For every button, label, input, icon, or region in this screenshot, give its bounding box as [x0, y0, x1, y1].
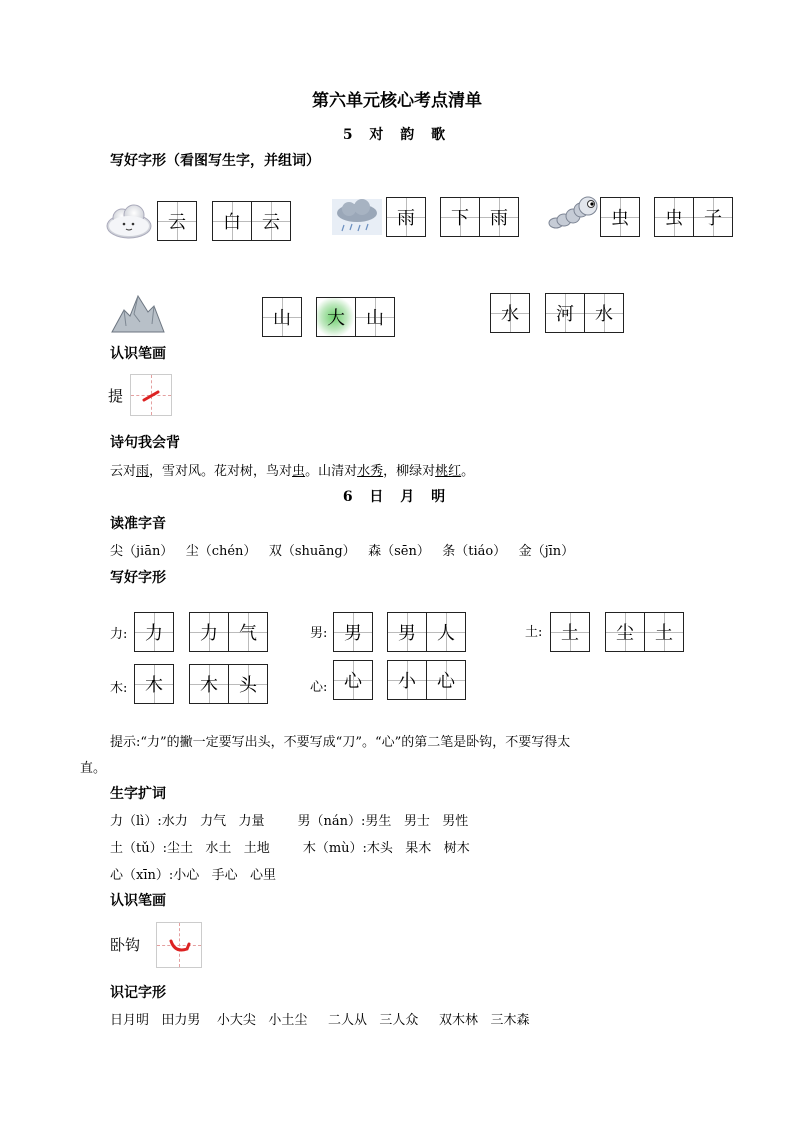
label-li: 力:: [110, 627, 128, 642]
read-title: 读准字音: [110, 516, 166, 532]
grid-heshui: [546, 293, 624, 333]
char-cell: 木: [189, 664, 229, 704]
grid-tu: [551, 612, 590, 652]
stroke-ti-icon: [131, 375, 171, 415]
char-cell: 人: [426, 612, 466, 652]
lesson5-stroke-title: 认识笔画: [110, 346, 166, 362]
char-cell: 力: [134, 612, 174, 652]
char-cell: 男: [387, 612, 427, 652]
shape-line: 日月明 田力男 小大尖 小土尘 二人从 三人众 双木林 三木森: [110, 1013, 530, 1028]
expand-line: 力（lì）:水力 力气 力量 男（nán）:男生 男士 男性: [110, 814, 469, 829]
char-cell: 木: [134, 664, 174, 704]
grid-shan: [263, 297, 302, 337]
grid-li: [135, 612, 174, 652]
page-title: 第六单元核心考点清单: [312, 91, 482, 111]
grid-chongzi: [655, 197, 733, 237]
poem-line: 云对雨，雪对风。花对树，鸟对虫。山清对水秀，柳绿对桃红。: [110, 464, 475, 479]
label-mu: 木:: [110, 681, 128, 696]
char-cell: 雨: [386, 197, 426, 237]
char-cell: 土: [550, 612, 590, 652]
char-cell: 小: [387, 660, 427, 700]
tip-line-1: 提示:“力”的撇一定要写出头，不要写成“刀”。“心”的第二笔是卧钩，不要写得太: [110, 735, 571, 750]
grid-baiyun: [213, 201, 291, 241]
pinyin-line: 尖（jiān） 尘（chén） 双（shuāng） 森（sēn） 条（tiáo） 金（jīn）: [110, 544, 575, 559]
grid-nan: [334, 612, 373, 652]
char-cell: 力: [189, 612, 229, 652]
char-cell: 山: [262, 297, 302, 337]
char-cell: 水: [490, 293, 530, 333]
shape-title: 识记字形: [110, 985, 166, 1001]
lesson5-heading: 5 对 韵 歌: [342, 127, 452, 143]
expand-title: 生字扩词: [110, 786, 166, 802]
char-cell: 男: [333, 612, 373, 652]
grid-chentu: [606, 612, 684, 652]
stroke-wogou-icon: [157, 923, 201, 967]
lesson6-write-title: 写好字形: [110, 570, 166, 586]
cloud-icon: [104, 202, 154, 242]
label-nan: 男:: [310, 626, 328, 641]
grid-nanren: [388, 612, 466, 652]
char-cell: 大: [316, 297, 356, 337]
grid-shui: [491, 293, 530, 333]
stroke-box-ti: [130, 374, 172, 416]
char-cell: 云: [157, 201, 197, 241]
grid-xiayu: [441, 197, 519, 237]
rain-cloud-icon: [332, 199, 382, 235]
caterpillar-icon: [546, 195, 600, 233]
char-cell: 雨: [479, 197, 519, 237]
lesson5-write-title: 写好字形（看图写生字，并组词）: [110, 153, 320, 169]
char-cell: 虫: [654, 197, 694, 237]
mountain-icon: [110, 292, 166, 334]
char-cell: 心: [333, 660, 373, 700]
char-cell: 水: [584, 293, 624, 333]
grid-xiaoxin: [388, 660, 466, 700]
char-cell: 云: [251, 201, 291, 241]
grid-dashan: [317, 297, 395, 337]
char-cell: 白: [212, 201, 252, 241]
label-tu: 土:: [525, 625, 543, 640]
poem-title: 诗句我会背: [110, 435, 180, 451]
char-cell: 头: [228, 664, 268, 704]
grid-chong: [601, 197, 640, 237]
expand-line: 心（xīn）:小心 手心 心里: [110, 868, 277, 883]
grid-mu: [135, 664, 174, 704]
char-cell: 山: [355, 297, 395, 337]
char-cell: 虫: [600, 197, 640, 237]
char-cell: 气: [228, 612, 268, 652]
grid-liqi: [190, 612, 268, 652]
expand-line: 土（tǔ）:尘土 水土 土地 木（mù）:木头 果木 树木: [110, 841, 470, 856]
tip-line-2: 直。: [80, 761, 107, 776]
label-xin: 心:: [310, 680, 328, 695]
grid-xin: [334, 660, 373, 700]
grid-yun: [158, 201, 197, 241]
stroke-name-wogou: 卧钩: [110, 936, 141, 954]
grid-yu: [387, 197, 426, 237]
grid-mutou: [190, 664, 268, 704]
stroke-name-ti: 提: [108, 387, 124, 405]
lesson6-stroke-title: 认识笔画: [110, 893, 166, 909]
char-cell: 尘: [605, 612, 645, 652]
char-cell: 土: [644, 612, 684, 652]
lesson6-heading: 6 日 月 明: [342, 489, 452, 505]
char-cell: 子: [693, 197, 733, 237]
char-cell: 心: [426, 660, 466, 700]
char-cell: 下: [440, 197, 480, 237]
char-cell: 河: [545, 293, 585, 333]
stroke-box-wogou: [156, 922, 202, 968]
